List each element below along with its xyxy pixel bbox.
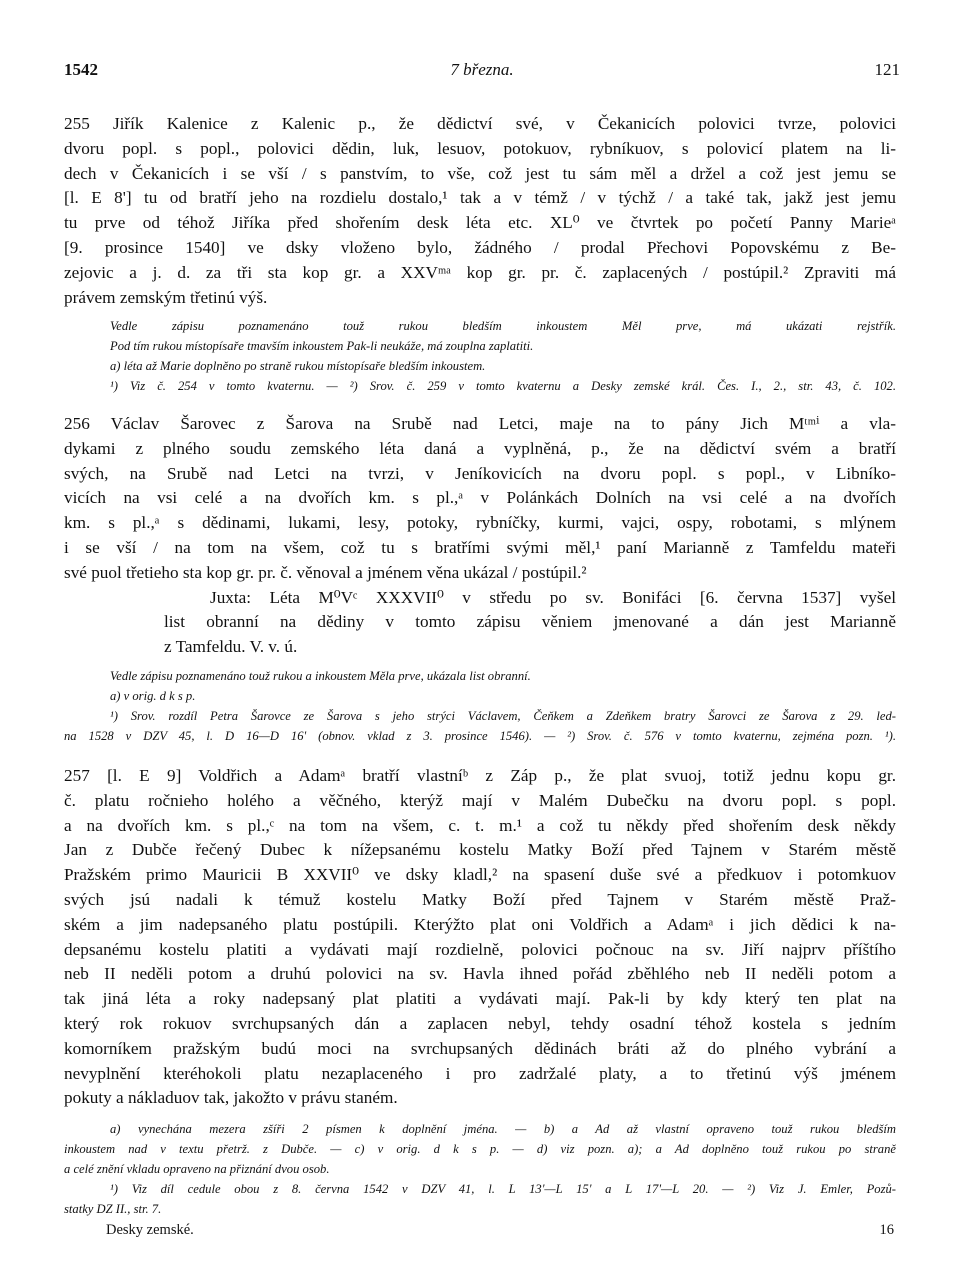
entry-line: depsanému kostelu platiti a vydávati mají rozdielně, polovici počnouc na sv. Jiří najprv příštího	[64, 939, 896, 959]
entry-line: dech v Čekanicích i se vší / s panstvím, to vše, což jest tu sám měl a držel a což jest jemu se	[64, 163, 896, 183]
entry-line: 255 Jiřík Kalenice z Kalenic p., že dědictví své, v Čekanicích polovici tvrze, polovici	[64, 114, 896, 133]
entry-line: svých, na Srubě nad Letci na tvrzi, v Jeníkovicích na dvoru popl. s popl., v Libníko-	[64, 463, 896, 483]
footer-signature: 16	[879, 1222, 894, 1238]
footnote-line: a) v orig. d k s p.	[110, 688, 196, 703]
entry-line: [l. E 8'] tu od bratří jeho na rozdielu dostalo,¹ tak a v témž / v týchž / a také tak, jakž jest jemu	[64, 188, 896, 208]
header-date: 7 března.	[450, 60, 514, 79]
footnote-line: ¹) Viz díl cedule obou z 8. června 1542 v DZV 41, l. L 13'—L 15' a L 17'—L 20. — ²) Viz J. Emler, Pozů-	[110, 1182, 896, 1197]
entry-line: zejovic a j. d. za tři sta kop gr. a XXVᵐᵃ kop gr. pr. č. zaplacených / postúpil.² Zpraviti má	[64, 262, 896, 282]
entry-line: [9. prosince 1540] ve dsky vloženo bylo, žádného / prodal Přechovi Popovskému z Be-	[64, 237, 896, 257]
entry-line: který rok rokuov svrchupsaných dán a zaplacen nebyl, tehdy osadní téhož kostela s jedním	[64, 1013, 896, 1033]
entry-line: nevyplnění kteréhokoli platu nezaplaceného i pro zadržalé platy, a to třetinú výš jménem	[64, 1063, 896, 1083]
entry-line: tak jiná léta a roky nadepsaný plat platiti a vydávati mají. Pak-li by kdy který ten plat na	[64, 989, 896, 1009]
footer-title: Desky zemské.	[106, 1222, 194, 1238]
juxta-line: list obranní na dědiny v tomto zápisu věniem jmenované a dán jest Marianně	[164, 612, 896, 632]
entry-line: i se vší / na tom na všem, což tu s bratřími svými měl,¹ paní Marianně z Tamfeldu mateři	[64, 537, 896, 557]
footnote-line: na 1528 v DZV 45, l. D 16—D 16' (obnov. vklad z 3. prosince 1546). — ²) Srov. č. 576 v tomto kvaternu, zejména pozn. ¹).	[64, 728, 896, 743]
footnote-line: a celé znění vkladu opraveno na přiznání dvou osob.	[64, 1162, 330, 1177]
entry-line: svých jsú nadali k témuž kostelu Matky Boží před Tajnem v Starém městě Praž-	[64, 889, 896, 909]
entry-line: ském a jim nadepsaného platu postúpili. Kterýžto plat oni Voldřich a Adamᵃ i jich dědici k na-	[64, 914, 896, 934]
entry-line: své puol třetieho sta kop gr. pr. č. věnoval a jménem věna ukázal / postúpil.²	[64, 562, 587, 582]
footnote-line: statky DZ II., str. 7.	[64, 1202, 162, 1217]
entry-line: Pražském primo Mauricii B XXVII⁰ ve dsky kladl,² na spasení duše své a předkuov i potomkuov	[64, 865, 896, 885]
entry-line: a na dvořích km. s pl.,ᶜ na tom na všem, c. t. m.¹ a což tu někdy před shořením desk někdy	[64, 815, 896, 835]
entry-255	[64, 112, 896, 396]
entry-256	[64, 412, 896, 746]
juxta-line: z Tamfeldu. V. v. ú.	[164, 637, 298, 657]
entry-line: dykami z plného soudu zemského léta daná a vyplněná, p., že na dědictví svém a bratří	[64, 438, 896, 458]
entry-line: 256 Václav Šarovec z Šarova na Srubě nad Letci, maje na to pány Jich Mᵗᵐⁱ a vla-	[64, 414, 896, 433]
entry-line: právem zemským třetinú výš.	[64, 287, 268, 307]
juxta-line: Juxta: Léta M⁰Vᶜ XXXVII⁰ v středu po sv. Bonifáci [6. června 1537] vyšel	[210, 587, 896, 607]
entry-line: dvoru popl. s popl., polovici dědin, luk, lesuov, potokuov, rybníkuov, s polovicí platem na li-	[64, 138, 896, 158]
entry-line: pokuty a nákladuov tak, jakožto v právu staném.	[64, 1088, 398, 1108]
entry-line: Jan z Dubče řečený Dubec k nížepsanému kostelu Matky Boží před Tajnem v Starém městě	[64, 840, 896, 860]
entry-line: tu prve od téhož Jiříka před shořením desk léta etc. XL⁰ ve čtvrtek po početí Panny Marieᵃ	[64, 213, 896, 233]
entry-line: vicích na vsi celé a na dvořích km. s pl.,ᵃ v Polánkách Dolních na vsi celé a na dvořích	[64, 488, 896, 508]
entry-257	[64, 764, 896, 1219]
header-year: 1542	[64, 60, 98, 79]
footnote-line: ¹) Viz č. 254 v tomto kvaternu. — ²) Srov. č. 259 v tomto kvaternu a Desky zemské král. Čes. I., 2., str. 43, č. 102.	[110, 379, 896, 394]
entry-line: neb II neděli potom a druhú polovici na sv. Havla ihned pořád zběhlého neb II neděli potom a	[64, 964, 896, 984]
header-page-number: 121	[874, 60, 900, 79]
footnote-line: Vedle zápisu poznamenáno touž rukou a inkoustem Měla prve, ukázala list obranní.	[110, 668, 531, 683]
entry-line: komorníkem pražským budú moci na svrchupsaných dědinách bráti až do plného vybrání a	[64, 1038, 896, 1058]
entry-line: č. platu ročnieho holého a věčného, kterýž mají v Malém Dubečku na dvoru popl. s popl.	[64, 790, 896, 810]
entry-line: km. s pl.,ᵃ s dědinami, lukami, lesy, potoky, rybníčky, kurmi, vajci, ospy, robotami, s mlýnem	[64, 513, 896, 533]
footnote-line: ¹) Srov. rozdíl Petra Šarovce ze Šarova s jeho strýci Václavem, Čeňkem a Zdeňkem bratry Šarovci ze Šarova z 29. led-	[110, 708, 896, 723]
page-header	[64, 60, 900, 84]
entry-line: 257 [l. E 9] Voldřich a Adamᵃ bratří vlastníᵇ z Záp p., že plat svuoj, totiž jednu kopu gr.	[64, 766, 896, 785]
footnote-line: Vedle zápisu poznamenáno touž rukou bledším inkoustem Měl prve, má ukázati rejstřík.	[110, 319, 896, 334]
footnote-line: Pod tím rukou místopísaře tmavším inkoustem Pak-li neukáže, má zouplna zaplatiti.	[110, 339, 534, 354]
page-footer	[106, 1222, 900, 1244]
footnote-line: inkoustem nad v textu přetrž. z Dubče. — c) v orig. d k s p. — d) viz pozn. a); a Ad doplněno touž rukou po straně	[64, 1142, 896, 1157]
footnote-line: a) vynechána mezera zšíři 2 písmen k doplnění jména. — b) a Ad až vlastní opraveno touž rukou bledším	[110, 1122, 896, 1137]
footnote-line: a) léta až Marie doplněno po straně rukou místopísaře bledším inkoustem.	[110, 359, 486, 374]
